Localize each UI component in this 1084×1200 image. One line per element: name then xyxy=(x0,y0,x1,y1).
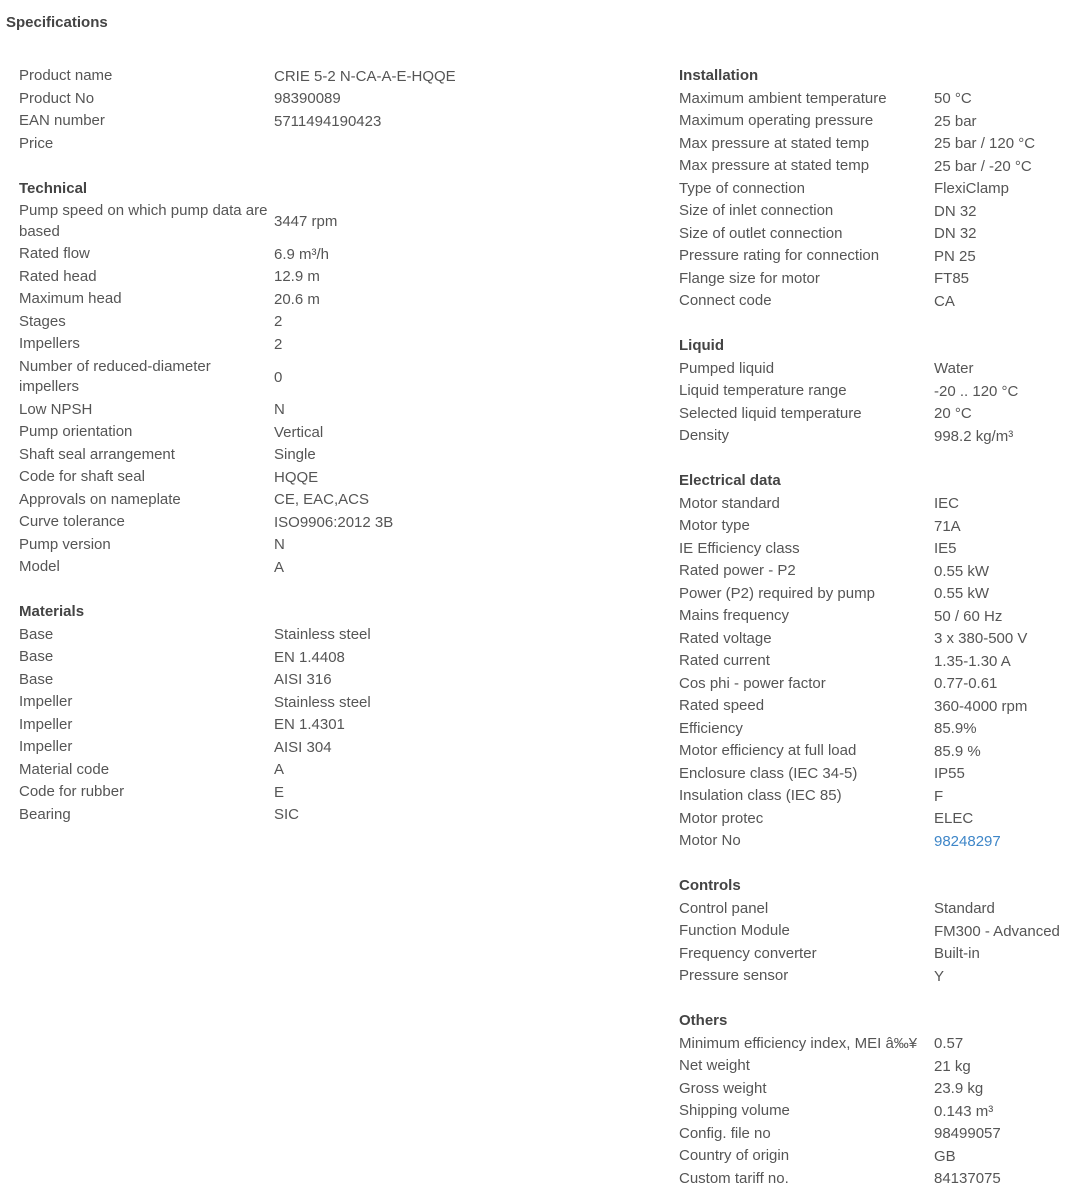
spec-row-motor-no xyxy=(679,830,1079,853)
spec-value: IP55 xyxy=(934,765,965,783)
spec-label: Motor No xyxy=(679,832,741,849)
spec-label: Base xyxy=(19,648,54,665)
spec-value: 2 xyxy=(274,335,283,353)
spec-label: Config. file no xyxy=(679,1124,771,1142)
spec-value: 5711494190423 xyxy=(274,112,382,130)
spec-label: Rated power - P2 xyxy=(679,562,796,579)
spec-row xyxy=(19,646,489,669)
spec-row xyxy=(679,1168,1079,1191)
spec-value: Single xyxy=(274,446,316,464)
spec-row xyxy=(679,403,1079,426)
spec-row xyxy=(19,804,489,827)
spec-label: Impeller xyxy=(19,738,73,755)
page-title: Specifications xyxy=(6,14,108,31)
spec-row xyxy=(679,155,1079,178)
spec-row xyxy=(19,288,489,311)
spec-value: N xyxy=(274,536,285,554)
spec-value: 71A xyxy=(934,517,961,535)
spec-value: 50 °C xyxy=(934,90,972,108)
spec-row xyxy=(19,511,489,534)
spec-label: Efficiency xyxy=(679,719,743,737)
spec-label: Frequency converter xyxy=(679,944,817,962)
spec-row xyxy=(19,243,489,266)
spec-label: Gross weight xyxy=(679,1079,767,1097)
spec-label: Product No xyxy=(19,89,95,107)
spec-label: Motor protec xyxy=(679,809,764,827)
spec-row xyxy=(19,200,489,243)
spec-row xyxy=(679,920,1079,943)
spec-label: Size of inlet connection xyxy=(679,202,834,219)
spec-row xyxy=(679,245,1079,268)
spec-row xyxy=(679,1055,1079,1078)
spec-label: Low NPSH xyxy=(19,400,93,418)
spec-row xyxy=(19,88,489,111)
spec-row xyxy=(679,1033,1079,1056)
liquid-heading: Liquid xyxy=(679,337,724,354)
spec-row xyxy=(19,110,489,133)
spec-label: Motor efficiency at full load xyxy=(679,742,857,759)
spec-label: Impeller xyxy=(19,693,73,710)
spec-value: FT85 xyxy=(934,270,970,288)
spec-value: 0.55 kW xyxy=(934,585,990,603)
spec-row xyxy=(19,669,489,692)
spec-value: CE, EAC,ACS xyxy=(274,491,370,509)
spec-label: Pump version xyxy=(19,535,111,553)
spec-label: Liquid temperature range xyxy=(679,382,847,399)
spec-value: Y xyxy=(934,967,945,985)
spec-value: AISI 304 xyxy=(274,738,332,756)
spec-value: PN 25 xyxy=(934,247,976,265)
spec-value: 6.9 m³/h xyxy=(274,245,330,263)
spec-label: Country of origin xyxy=(679,1147,790,1164)
spec-value: HQQE xyxy=(274,468,319,486)
spec-value: ELEC xyxy=(934,810,974,828)
spec-row xyxy=(679,88,1079,111)
spec-row xyxy=(19,333,489,356)
spec-row xyxy=(679,133,1079,156)
spec-label: Pressure sensor xyxy=(679,967,789,984)
spec-row xyxy=(19,736,489,759)
spec-row xyxy=(19,489,489,512)
spec-row xyxy=(679,223,1079,246)
spec-value: 25 bar / 120 °C xyxy=(934,135,1036,153)
spec-value: F xyxy=(934,787,944,805)
spec-value: 50 / 60 Hz xyxy=(934,607,1003,625)
right-column xyxy=(679,65,1079,1190)
spec-value: DN 32 xyxy=(934,225,977,243)
spec-row xyxy=(679,515,1079,538)
spec-value: E xyxy=(274,783,285,801)
spec-row xyxy=(679,763,1079,786)
spec-value: 0.55 kW xyxy=(934,562,990,580)
materials-section xyxy=(19,624,489,827)
spec-label: Approvals on nameplate xyxy=(19,490,181,508)
spec-value: 23.9 kg xyxy=(934,1080,984,1098)
spec-label: Max pressure at stated temp xyxy=(679,134,870,152)
spec-value: DN 32 xyxy=(934,202,977,220)
spec-row xyxy=(19,421,489,444)
spec-row xyxy=(19,133,489,156)
spec-label: Shaft seal arrangement xyxy=(19,445,175,463)
spec-label: Shipping volume xyxy=(679,1102,790,1119)
spec-row xyxy=(679,808,1079,831)
spec-row xyxy=(679,965,1079,988)
spec-value: A xyxy=(274,761,285,779)
spec-value: EN 1.4408 xyxy=(274,648,345,666)
spec-label: Material code xyxy=(19,760,110,778)
spec-row xyxy=(679,358,1079,381)
spec-label: Pump orientation xyxy=(19,423,133,440)
spec-label: Size of outlet connection xyxy=(679,224,843,242)
spec-value: 20 °C xyxy=(934,405,972,423)
spec-row xyxy=(679,1078,1079,1101)
spec-row xyxy=(679,785,1079,808)
spec-row xyxy=(19,444,489,467)
spec-value: 98390089 xyxy=(274,90,341,108)
materials-heading: Materials xyxy=(19,603,85,620)
spec-value: 84137075 xyxy=(934,1170,1001,1188)
spec-value: IE5 xyxy=(934,540,957,558)
spec-value: SIC xyxy=(274,806,300,824)
controls-heading: Controls xyxy=(679,877,741,894)
spec-row xyxy=(679,380,1079,403)
spec-label: Minimum efficiency index, MEI â‰¥ xyxy=(679,1034,918,1052)
spec-label: Base xyxy=(19,625,54,643)
spec-value: Water xyxy=(934,360,974,378)
spec-row xyxy=(679,538,1079,561)
spec-label: Bearing xyxy=(19,805,71,823)
spec-label: Insulation class (IEC 85) xyxy=(679,787,842,804)
spec-row xyxy=(679,943,1079,966)
spec-value: 0.143 m³ xyxy=(934,1102,994,1120)
spec-row xyxy=(679,605,1079,628)
spec-row xyxy=(679,583,1079,606)
spec-row xyxy=(19,399,489,422)
spec-label: Rated flow xyxy=(19,245,90,262)
spec-label: EAN number xyxy=(19,112,105,129)
spec-label: Pumped liquid xyxy=(679,359,775,377)
spec-value: FM300 - Advanced xyxy=(934,922,1060,940)
spec-label: Rated speed xyxy=(679,697,765,714)
installation-section xyxy=(679,88,1079,313)
spec-label: Base xyxy=(19,670,54,688)
spec-value: 20.6 m xyxy=(274,290,320,308)
spec-value: IEC xyxy=(934,495,960,513)
spec-row xyxy=(19,759,489,782)
spec-label: Product name xyxy=(19,67,113,84)
spec-row xyxy=(679,673,1079,696)
spec-row xyxy=(679,290,1079,313)
spec-row xyxy=(19,466,489,489)
spec-label: Impellers xyxy=(19,335,80,352)
spec-label: Rated head xyxy=(19,267,97,285)
spec-label: Pump speed on which pump data are based xyxy=(19,202,268,240)
spec-row xyxy=(679,200,1079,223)
general-section xyxy=(19,65,489,155)
spec-label: Maximum operating pressure xyxy=(679,112,874,129)
technical-section xyxy=(19,200,489,579)
spec-row xyxy=(19,556,489,579)
spec-value: 2 xyxy=(274,313,283,331)
spec-value: Vertical xyxy=(274,423,324,441)
spec-row xyxy=(19,714,489,737)
spec-row xyxy=(679,650,1079,673)
others-section xyxy=(679,1033,1079,1191)
spec-value: CRIE 5-2 N-CA-A-E-HQQE xyxy=(274,67,456,85)
spec-label: Function Module xyxy=(679,922,790,939)
spec-label: Number of reduced-diameter impellers xyxy=(19,357,211,395)
spec-label: Motor standard xyxy=(679,494,780,512)
spec-label: Control panel xyxy=(679,899,769,917)
spec-row xyxy=(19,311,489,334)
liquid-section xyxy=(679,358,1079,448)
spec-label: Mains frequency xyxy=(679,607,790,624)
spec-value: N xyxy=(274,401,285,419)
installation-heading: Installation xyxy=(679,67,759,84)
controls-section xyxy=(679,898,1079,988)
others-heading: Others xyxy=(679,1012,728,1029)
spec-value: 85.9 % xyxy=(934,742,981,760)
spec-label: IE Efficiency class xyxy=(679,539,800,557)
motor-no-link[interactable]: 98248297 xyxy=(934,832,1001,850)
spec-row xyxy=(679,110,1079,133)
spec-label: Connect code xyxy=(679,292,772,309)
spec-row xyxy=(679,178,1079,201)
spec-value: 0.57 xyxy=(934,1035,964,1053)
spec-value: CA xyxy=(934,292,955,310)
spec-label: Code for rubber xyxy=(19,783,125,800)
spec-value: Built-in xyxy=(934,945,980,963)
spec-value: 21 kg xyxy=(934,1057,971,1075)
spec-row xyxy=(679,425,1079,448)
spec-row xyxy=(679,628,1079,651)
spec-value: FlexiClamp xyxy=(934,180,1010,198)
spec-label: Max pressure at stated temp xyxy=(679,157,870,174)
spec-value: 0.77-0.61 xyxy=(934,675,998,693)
spec-label: Density xyxy=(679,427,730,444)
spec-label: Enclosure class (IEC 34-5) xyxy=(679,764,858,782)
spec-label: Maximum ambient temperature xyxy=(679,89,887,107)
spec-label: Net weight xyxy=(679,1057,750,1074)
electrical-heading: Electrical data xyxy=(679,472,781,489)
spec-value: 12.9 m xyxy=(274,268,320,286)
spec-label: Price xyxy=(19,134,54,152)
spec-row xyxy=(679,268,1079,291)
spec-value: ISO9906:2012 3B xyxy=(274,513,394,531)
spec-label: Model xyxy=(19,558,60,575)
spec-value: AISI 316 xyxy=(274,671,332,689)
spec-row xyxy=(679,1100,1079,1123)
spec-row xyxy=(679,695,1079,718)
spec-value: Stainless steel xyxy=(274,693,371,711)
spec-value: 3 x 380-500 V xyxy=(934,630,1028,648)
spec-row xyxy=(679,560,1079,583)
spec-value: 25 bar / -20 °C xyxy=(934,157,1032,175)
spec-row xyxy=(679,1145,1079,1168)
spec-row xyxy=(19,356,489,399)
spec-row xyxy=(679,1123,1079,1146)
spec-row xyxy=(19,781,489,804)
spec-label: Cos phi - power factor xyxy=(679,674,826,692)
spec-value: 998.2 kg/m³ xyxy=(934,427,1014,445)
spec-value: Standard xyxy=(934,900,995,918)
spec-label: Code for shaft seal xyxy=(19,468,145,485)
technical-heading: Technical xyxy=(19,179,88,197)
spec-row xyxy=(19,624,489,647)
spec-value: GB xyxy=(934,1147,956,1165)
spec-value: EN 1.4301 xyxy=(274,716,345,734)
spec-row xyxy=(679,740,1079,763)
spec-row xyxy=(19,266,489,289)
spec-row xyxy=(19,691,489,714)
spec-value: -20 .. 120 °C xyxy=(934,382,1019,400)
spec-value: 85.9% xyxy=(934,720,977,738)
spec-row xyxy=(679,898,1079,921)
spec-value: A xyxy=(274,558,285,576)
spec-label: Flange size for motor xyxy=(679,269,820,287)
spec-label: Custom tariff no. xyxy=(679,1169,789,1187)
spec-value: 3447 rpm xyxy=(274,213,338,230)
spec-value: 0 xyxy=(274,368,283,386)
left-column xyxy=(19,65,489,826)
spec-row xyxy=(679,493,1079,516)
spec-label: Rated current xyxy=(679,652,770,669)
spec-label: Power (P2) required by pump xyxy=(679,584,875,602)
spec-label: Type of connection xyxy=(679,179,805,197)
spec-row xyxy=(19,65,489,88)
spec-value: 98499057 xyxy=(934,1125,1001,1143)
spec-label: Curve tolerance xyxy=(19,513,125,530)
spec-label: Selected liquid temperature xyxy=(679,404,862,422)
spec-row xyxy=(19,534,489,557)
spec-value: Stainless steel xyxy=(274,626,371,644)
spec-label: Pressure rating for connection xyxy=(679,247,880,264)
spec-label: Maximum head xyxy=(19,290,122,307)
spec-value: 25 bar xyxy=(934,112,977,130)
spec-label: Stages xyxy=(19,312,66,330)
spec-row xyxy=(679,718,1079,741)
spec-value: 360-4000 rpm xyxy=(934,697,1028,715)
spec-label: Motor type xyxy=(679,517,750,534)
spec-label: Rated voltage xyxy=(679,629,772,647)
electrical-section xyxy=(679,493,1079,831)
spec-label: Impeller xyxy=(19,715,73,733)
spec-value: 1.35-1.30 A xyxy=(934,652,1011,670)
